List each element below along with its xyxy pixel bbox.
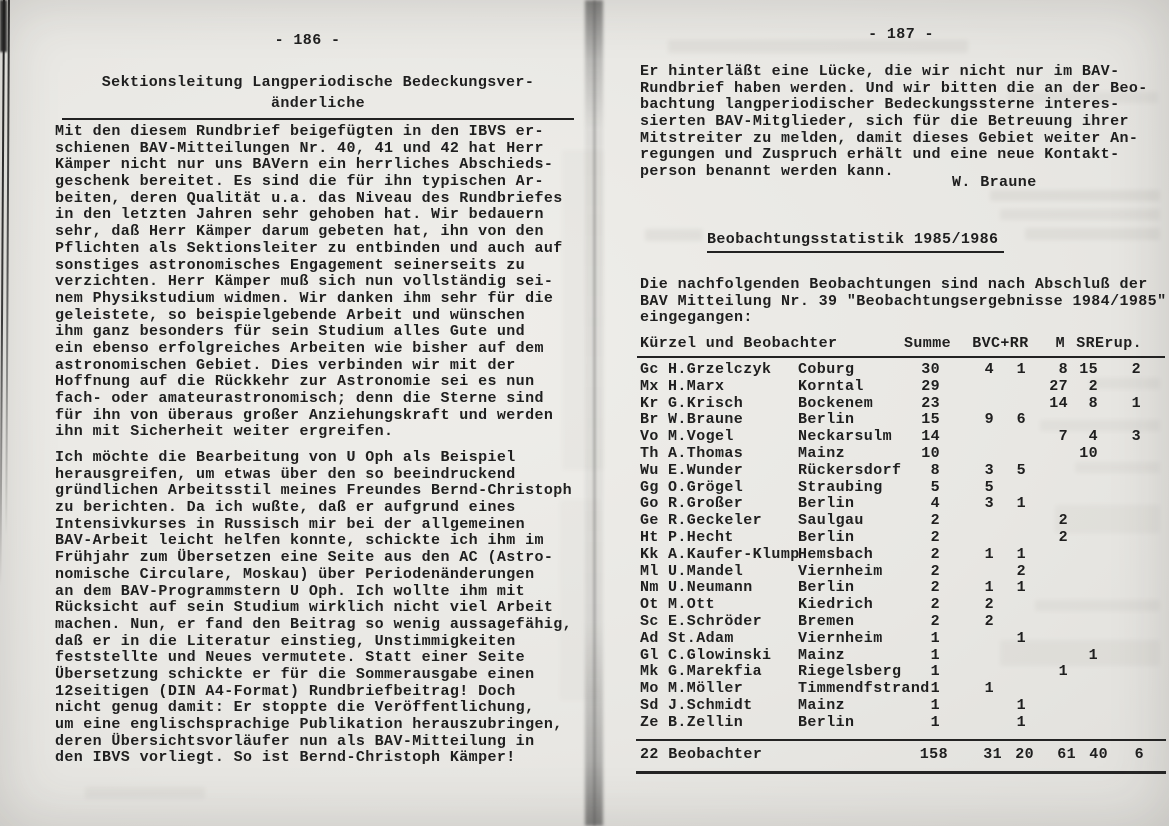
cell-sr: 8: [1088, 394, 1098, 412]
cell-crr: [994, 648, 1026, 665]
cell-city: Bockenem: [798, 394, 874, 412]
text-line: 12seitigen (DIN A4-Format) Rundbriefbeitrag! Doch: [55, 682, 516, 700]
cell-city: Korntal: [798, 377, 864, 395]
cell-city: Hemsbach: [798, 545, 874, 563]
text-line: Hoffnung auf die Rückkehr zur Astronomie sei es nun: [55, 373, 535, 391]
cell-bv: [940, 631, 994, 648]
cell-bv: [940, 396, 994, 413]
paragraph: [640, 64, 1148, 181]
text-line: BAV-Arbeit leicht helfen konnte, schickte ich ihm im: [55, 532, 544, 550]
cell-sr: [1068, 597, 1098, 614]
cell-erup: [1098, 480, 1141, 497]
text-line: feststellte und Neues vermutete. Statt einer Seite: [55, 649, 526, 667]
cell-summe: 10: [921, 444, 940, 462]
cell-erup: [1098, 379, 1141, 396]
cell-erup: [1098, 564, 1141, 581]
cell-kuerzel: Nm: [640, 579, 659, 597]
cell-city: Mainz: [798, 696, 846, 714]
cell-name: M.Vogel: [668, 428, 734, 446]
cell-crr: [994, 429, 1026, 446]
cell-crr: 1: [1016, 495, 1026, 513]
text-line: Übersetzung schickte er für die Sommerausgabe einen: [55, 665, 535, 683]
cell-erup: [1098, 530, 1141, 547]
cell-name: G.Krisch: [668, 394, 744, 412]
cell-summe: 5: [930, 478, 940, 496]
cell-sr: [1068, 580, 1098, 597]
cell-name: H.Marx: [668, 377, 725, 395]
table-row: [640, 631, 1162, 648]
cell-name: St.Adam: [668, 629, 734, 647]
cell-kuerzel: Gc: [640, 361, 659, 378]
table-divider-rule: [636, 739, 1166, 741]
text-line: sehr, daß Herr Kämper darum gebeten hat, ihn von den: [55, 223, 544, 241]
cell-erup: [1098, 412, 1141, 429]
cell-summe: 1: [930, 713, 940, 731]
cell-bv: 2: [984, 612, 994, 630]
cell-crr: [994, 614, 1026, 631]
cell-kuerzel: Mo: [640, 680, 659, 698]
cell-summe: 2: [930, 596, 940, 614]
cell-summe: 1: [930, 696, 940, 714]
cell-kuerzel: Wu: [640, 461, 659, 479]
cell-kuerzel: Mk: [640, 663, 659, 681]
cell-name: B.Zellin: [668, 713, 744, 731]
page-number: - 187 -: [868, 26, 934, 43]
cell-name: E.Wunder: [668, 461, 744, 479]
cell-city: Berlin: [798, 528, 855, 546]
text-line: bachtung langperiodischer Bedeckungssterne interes-: [640, 96, 1120, 114]
table-row: [640, 698, 1162, 715]
text-line: zu berichten. Da ich wußte, daß er aufgrund eines: [55, 499, 516, 517]
totals-row: [640, 746, 1166, 764]
cell-sr: [1068, 547, 1098, 564]
cell-sr: [1068, 681, 1098, 698]
header-cell-summe: Summe: [904, 335, 952, 352]
cell-m: [1026, 681, 1068, 698]
text-line: Rücksicht auf sein Studium wirklich nicht viel Arbeit: [55, 599, 554, 617]
cell-erup: 2: [1131, 361, 1141, 378]
cell-crr: 1: [1016, 579, 1026, 597]
signature: W. Braune: [952, 174, 1037, 191]
cell-bv: 1: [984, 545, 994, 563]
header-cell-crr: C+RR: [991, 335, 1029, 352]
cell-kuerzel: Ge: [640, 512, 659, 530]
cell-crr: [994, 480, 1026, 497]
cell-sr: 2: [1088, 377, 1098, 395]
cell-kuerzel: Ze: [640, 713, 659, 731]
text-line: gründlichen Arbeitsstil meines Freundes Bernd-Christoph: [55, 482, 573, 500]
cell-summe: 29: [921, 377, 940, 395]
cell-bv: [940, 429, 994, 446]
table-row: [640, 648, 1162, 665]
cell-city: Viernheim: [798, 629, 883, 647]
text-line: deren Übersichtsvorläufer nun als BAV-Mitteilung in: [55, 732, 535, 750]
cell-erup: [1098, 698, 1141, 715]
cell-sr: [1068, 614, 1098, 631]
cell-sr: 10: [1079, 444, 1098, 462]
cell-sr: [1068, 513, 1098, 530]
cell-bv: 9: [984, 411, 994, 429]
cell-crr: 1: [1016, 713, 1026, 731]
cell-erup: [1098, 597, 1141, 614]
cell-bv: [940, 564, 994, 581]
text-line: regungen und Zuspruch erhält und eine neue Kontakt-: [640, 146, 1120, 164]
cell-crr: 2: [1016, 562, 1026, 580]
table-row: [640, 429, 1162, 446]
cell-bv: 3: [984, 461, 994, 479]
text-line: an dem BAV-Programmstern U Oph. Ich wollte ihm mit: [55, 582, 526, 600]
cell-city: Saulgau: [798, 512, 864, 530]
cell-bv: [940, 379, 994, 396]
cell-bv: 1: [984, 579, 994, 597]
table-row: [640, 362, 1162, 379]
cell-erup: [1098, 631, 1141, 648]
stats-table-rows: [640, 362, 1162, 732]
text-line: sierten BAV-Mitglieder, sich für die Betreuung ihrer: [640, 113, 1129, 131]
cell-sr: [1068, 530, 1098, 547]
cell-summe: 2: [930, 528, 940, 546]
cell-summe: 14: [921, 428, 940, 446]
cell-city: Berlin: [798, 495, 855, 513]
table-row: [640, 379, 1162, 396]
cell-m: [1026, 648, 1068, 665]
cell-bv: 4: [984, 361, 994, 378]
cell-erup: [1098, 580, 1141, 597]
text-line: fach- oder amateurastronomisch; denn die Sterne sind: [55, 390, 544, 407]
totals-m: 61: [1057, 746, 1076, 763]
cell-sr: [1068, 480, 1098, 497]
cell-city: Rückersdorf: [798, 461, 902, 479]
text-line: geschenk bereitet. Es sind die für ihn typischen Ar-: [55, 173, 544, 191]
cell-city: Viernheim: [798, 562, 883, 580]
paragraph: [55, 124, 563, 441]
cell-kuerzel: Ht: [640, 528, 659, 546]
text-line: sonstiges astronomisches Engagement seinerseits zu: [55, 256, 526, 274]
totals-erup: 6: [1134, 746, 1144, 763]
text-line: schienen BAV-Mitteilungen Nr. 40, 41 und 42 hat Herr: [55, 139, 544, 157]
cell-crr: [994, 530, 1026, 547]
header-cell-bv: BV: [972, 335, 991, 352]
cell-sr: [1068, 715, 1098, 732]
cell-kuerzel: Ml: [640, 562, 659, 580]
text-line: nicht genug damit: Er stoppte die Veröffentlichung,: [55, 699, 535, 717]
table-row: [640, 412, 1162, 429]
cell-kuerzel: Sc: [640, 612, 659, 630]
cell-kuerzel: Br: [640, 411, 659, 429]
table-row: [640, 446, 1162, 463]
cell-name: M.Ott: [668, 596, 716, 614]
text-line: Er hinterläßt eine Lücke, die wir nicht nur im BAV-: [640, 63, 1120, 80]
cell-city: Straubing: [798, 478, 883, 496]
text-line: nomische Circulare, Moskau) über Periodenänderungen: [55, 565, 535, 583]
header-cell-observer: Kürzel und Beobachter: [640, 335, 838, 352]
cell-erup: [1098, 446, 1141, 463]
cell-summe: 30: [921, 361, 940, 378]
cell-sr: 1: [1088, 646, 1098, 664]
cell-summe: 2: [930, 545, 940, 563]
stats-heading: Beobachtungsstatistik 1985/1986: [707, 231, 1004, 253]
text-line: herausgreifen, um etwas über den so beeindruckend: [55, 465, 516, 483]
cell-crr: [994, 664, 1026, 681]
cell-city: Neckarsulm: [798, 428, 893, 446]
cell-city: Mainz: [798, 646, 846, 664]
cell-kuerzel: Ot: [640, 596, 659, 614]
cell-bv: 3: [984, 495, 994, 513]
text-line: BAV Mitteilung Nr. 39 "Beobachtungsergebnisse 1984/1985": [640, 292, 1167, 310]
text-line: ein ebenso erfolgreiches Arbeiten wie bisher auf dem: [55, 339, 544, 357]
section-heading: [62, 72, 574, 120]
cell-m: 27: [1049, 377, 1068, 395]
cell-summe: 1: [930, 646, 940, 664]
cell-m: 8: [1058, 361, 1068, 378]
totals-sr: 40: [1089, 746, 1108, 763]
cell-crr: [994, 379, 1026, 396]
cell-crr: 1: [1016, 629, 1026, 647]
cell-m: [1026, 446, 1068, 463]
cell-crr: [994, 597, 1026, 614]
cell-erup: [1098, 496, 1141, 513]
cell-name: A.Thomas: [668, 444, 744, 462]
cell-crr: [994, 396, 1026, 413]
text-line: verzichten. Herr Kämper muß sich nun vollständig sei-: [55, 273, 554, 291]
cell-erup: [1098, 513, 1141, 530]
text-line: den IBVS vorliegt. So ist Bernd-Christoph Kämper!: [55, 749, 516, 767]
text-line: für ihn von überaus großer Anziehungskraft und werden: [55, 406, 554, 424]
cell-m: [1026, 412, 1068, 429]
text-line: person benannt werden kann.: [640, 163, 894, 181]
cell-crr: 1: [1016, 696, 1026, 714]
table-bottom-rule: [636, 771, 1166, 774]
cell-crr: [994, 513, 1026, 530]
cell-name: C.Glowinski: [668, 646, 772, 664]
cell-sr: 15: [1079, 361, 1098, 378]
cell-crr: [994, 446, 1026, 463]
totals-bv: 31: [983, 746, 1002, 763]
cell-name: E.Schröder: [668, 612, 763, 630]
cell-name: W.Braune: [668, 411, 744, 429]
header-cell-m: M: [1055, 335, 1065, 352]
cell-sr: [1068, 496, 1098, 513]
text-line: nem Physikstudium widmen. Wir danken ihm sehr für die: [55, 289, 554, 307]
cell-bv: 5: [984, 478, 994, 496]
text-line: Kämper nicht nur uns BAVern ein herrliches Abschieds-: [55, 156, 554, 174]
table-row: [640, 396, 1162, 413]
cell-kuerzel: Go: [640, 495, 659, 513]
cell-erup: [1098, 664, 1141, 681]
cell-bv: [940, 698, 994, 715]
text-line: Mitstreiter zu melden, damit dieses Gebiet weiter An-: [640, 129, 1139, 147]
text-line: ihm ganz besonders für sein Studium alles Gute und: [55, 323, 526, 341]
cell-m: 2: [1058, 512, 1068, 530]
cell-crr: 1: [1016, 361, 1026, 378]
cell-m: [1026, 597, 1068, 614]
table-row: [640, 513, 1162, 530]
cell-name: R.Geckeler: [668, 512, 763, 530]
paragraph: [55, 450, 572, 767]
totals-label: 22 Beobachter: [640, 746, 763, 763]
cell-kuerzel: Vo: [640, 428, 659, 446]
page-number: - 186 -: [274, 32, 341, 49]
cell-sr: [1068, 564, 1098, 581]
cell-summe: 1: [930, 663, 940, 681]
cell-city: Mainz: [798, 444, 846, 462]
paragraph: [640, 277, 1166, 327]
cell-erup: 3: [1131, 428, 1141, 446]
text-line: eingegangen:: [640, 309, 753, 327]
table-row: [640, 496, 1162, 513]
cell-name: G.Marekfia: [668, 663, 763, 681]
cell-kuerzel: Mx: [640, 377, 659, 395]
table-row: [640, 614, 1162, 631]
text-line: Ich möchte die Bearbeitung von U Oph als Beispiel: [55, 449, 516, 466]
cell-m: 7: [1058, 428, 1068, 446]
cell-name: J.Schmidt: [668, 696, 753, 714]
cell-bv: [940, 715, 994, 732]
text-line: beiten, deren Qualität u.a. das Niveau des Rundbriefes: [55, 189, 563, 207]
text-line: machen. Nun, er fand den Beitrag so wenig aussagefähig,: [55, 615, 573, 633]
table-row: [640, 664, 1162, 681]
cell-summe: 2: [930, 562, 940, 580]
cell-kuerzel: Ad: [640, 629, 659, 647]
cell-city: Riegelsberg: [798, 663, 902, 681]
cell-city: Timmendfstrand: [798, 680, 930, 698]
totals-summe: 158: [919, 746, 948, 763]
text-line: daß er in die Literatur einstieg, Unstimmigkeiten: [55, 632, 516, 650]
cell-m: [1026, 547, 1068, 564]
cell-bv: 1: [984, 680, 994, 698]
table-row: [640, 463, 1162, 480]
cell-bv: [940, 664, 994, 681]
cell-m: 2: [1058, 528, 1068, 546]
text-line: Mit den diesem Rundbrief beigefügten in den IBVS er-: [55, 123, 544, 140]
cell-m: [1026, 698, 1068, 715]
table-row: [640, 547, 1162, 564]
cell-erup: [1098, 547, 1141, 564]
cell-name: P.Hecht: [668, 528, 734, 546]
text-line: geleistete, so beispielgebende Arbeit und wünschen: [55, 306, 526, 324]
totals-crr: 20: [1015, 746, 1034, 763]
table-row: [640, 564, 1162, 581]
cell-summe: 23: [921, 394, 940, 412]
text-line: Intensivkurses in Russisch mir bei der allgemeinen: [55, 515, 526, 533]
cell-m: 1: [1058, 663, 1068, 681]
cell-m: [1026, 564, 1068, 581]
cell-crr: [994, 681, 1026, 698]
cell-crr: 5: [1016, 461, 1026, 479]
cell-kuerzel: Gl: [640, 646, 659, 664]
cell-m: [1026, 614, 1068, 631]
cell-sr: [1068, 463, 1098, 480]
text-line: ihn mit Sicherheit weiter ergreifen.: [55, 423, 394, 441]
cell-bv: [940, 530, 994, 547]
cell-city: Bremen: [798, 612, 855, 630]
cell-m: [1026, 580, 1068, 597]
cell-name: A.Kaufer-Klump: [668, 545, 800, 563]
header-cell-erup: Erup.: [1095, 335, 1143, 352]
cell-summe: 1: [930, 629, 940, 647]
cell-summe: 8: [930, 461, 940, 479]
cell-kuerzel: Gg: [640, 478, 659, 496]
cell-erup: [1098, 614, 1141, 631]
text-line: um eine englischsprachige Publikation herauszubringen,: [55, 716, 563, 733]
table-row: [640, 530, 1162, 547]
cell-name: U.Neumann: [668, 579, 753, 597]
cell-name: U.Mandel: [668, 562, 744, 580]
text-line: Frühjahr zum Übersetzen eine Seite aus den AC (Astro-: [55, 549, 554, 567]
table-row: [640, 597, 1162, 614]
cell-city: Berlin: [798, 411, 855, 429]
cell-bv: [940, 513, 994, 530]
table-header: [637, 334, 1165, 358]
section-heading-line1: Sektionsleitung Langperiodische Bedeckungsver-: [101, 74, 535, 91]
cell-erup: [1098, 681, 1141, 698]
text-line: Rundbrief haben werden. Und wir bitten die an der Beo-: [640, 79, 1148, 97]
cell-sr: [1068, 631, 1098, 648]
cell-m: [1026, 496, 1068, 513]
cell-city: Berlin: [798, 713, 855, 731]
section-heading-line2: änderliche: [270, 95, 365, 112]
cell-m: [1026, 715, 1068, 732]
cell-erup: [1098, 463, 1141, 480]
table-row: [640, 580, 1162, 597]
header-cell-sr: SR: [1076, 335, 1095, 352]
table-row: [640, 715, 1162, 732]
cell-name: H.Grzelczyk: [668, 361, 772, 378]
text-line: in den letzten Jahren sehr gehoben hat. Wir bedauern: [55, 206, 544, 224]
cell-sr: [1068, 664, 1098, 681]
cell-summe: 15: [921, 411, 940, 429]
cell-m: 14: [1049, 394, 1068, 412]
cell-m: [1026, 631, 1068, 648]
cell-m: [1026, 463, 1068, 480]
cell-summe: 2: [930, 612, 940, 630]
cell-city: Berlin: [798, 579, 855, 597]
table-row: [640, 480, 1162, 497]
cell-kuerzel: Kr: [640, 394, 659, 412]
cell-bv: [940, 446, 994, 463]
cell-erup: [1098, 648, 1141, 665]
cell-sr: [1068, 412, 1098, 429]
cell-erup: [1098, 715, 1141, 732]
cell-sr: 4: [1088, 428, 1098, 446]
cell-city: Kiedrich: [798, 596, 874, 614]
text-line: Die nachfolgenden Beobachtungen sind nach Abschluß der: [640, 276, 1148, 293]
cell-crr: 6: [1016, 411, 1026, 429]
cell-crr: 1: [1016, 545, 1026, 563]
text-line: astronomischen Gebiet. Dies verbinden wir mit der: [55, 356, 516, 374]
cell-kuerzel: Kk: [640, 545, 659, 563]
cell-summe: 1: [930, 680, 940, 698]
cell-summe: 2: [930, 512, 940, 530]
cell-name: R.Großer: [668, 495, 744, 513]
table-row: [640, 681, 1162, 698]
text-line: Pflichten als Sektionsleiter zu entbinden und auch auf: [55, 239, 563, 257]
cell-sr: [1068, 698, 1098, 715]
cell-bv: 2: [984, 596, 994, 614]
cell-summe: 4: [930, 495, 940, 513]
cell-erup: 1: [1131, 394, 1141, 412]
cell-bv: [940, 648, 994, 665]
cell-summe: 2: [930, 579, 940, 597]
cell-city: Coburg: [798, 361, 855, 378]
cell-kuerzel: Sd: [640, 696, 659, 714]
cell-name: O.Grögel: [668, 478, 744, 496]
cell-name: M.Möller: [668, 680, 744, 698]
cell-kuerzel: Th: [640, 444, 659, 462]
cell-m: [1026, 480, 1068, 497]
